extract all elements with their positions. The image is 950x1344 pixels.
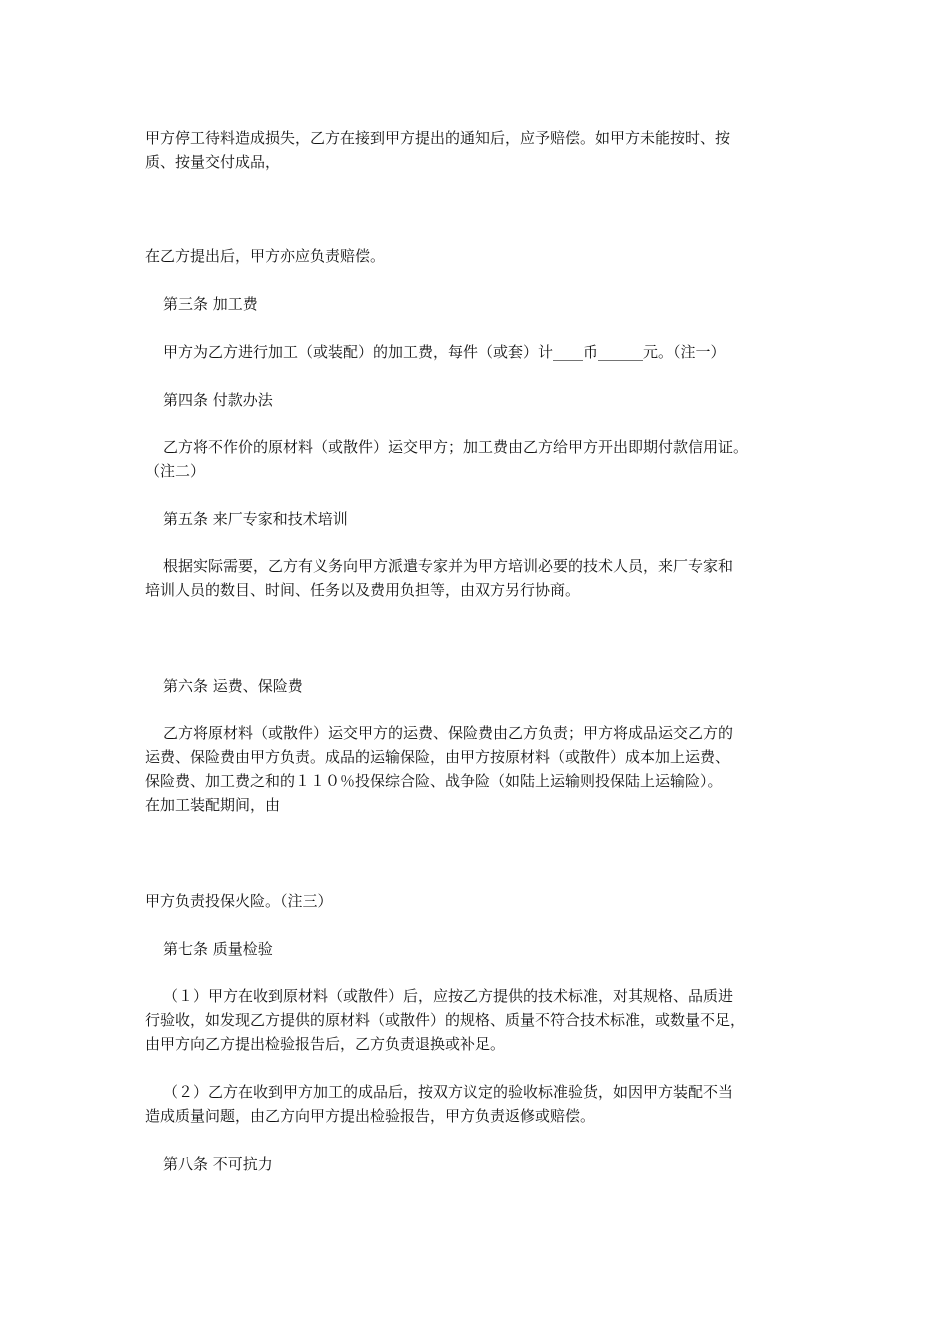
- article-6-body: [145, 721, 813, 817]
- text-line: 运费、保险费由甲方负责。成品的运输保险，由甲方按原材料（或散件）成本加上运费、: [145, 748, 731, 766]
- article-3-body: [145, 340, 813, 364]
- article-7-item-1: [145, 984, 813, 1056]
- article-4-title: [145, 388, 813, 412]
- paragraph-compensation: [145, 126, 813, 174]
- text-line: 行验收，如发现乙方提供的原材料（或散件）的规格、质量不符合技术标准，或数量不足，: [145, 1011, 746, 1029]
- article-8-title: [145, 1152, 813, 1176]
- article-6-title: [145, 674, 813, 698]
- text-line: 质、按量交付成品，: [145, 153, 281, 171]
- text-line: 甲方为乙方进行加工（或装配）的加工费，每件（或套）计____币______元。（注一）: [163, 343, 726, 361]
- heading-text: 第五条 来厂专家和技术培训: [163, 510, 348, 528]
- text-line: 乙方将原材料（或散件）运交甲方的运费、保险费由乙方负责；甲方将成品运交乙方的: [163, 724, 734, 742]
- text-line: 造成质量问题，由乙方向甲方提出检验报告，甲方负责返修或赔偿。: [145, 1107, 596, 1125]
- paragraph-fire-insurance: [145, 889, 813, 913]
- heading-text: 第七条 质量检验: [163, 940, 273, 958]
- heading-text: 第六条 运费、保险费: [163, 677, 303, 695]
- text-line: 由甲方向乙方提出检验报告后，乙方负责退换或补足。: [145, 1035, 506, 1053]
- text-line: （注二）: [145, 462, 206, 480]
- text-line: （２）乙方在收到甲方加工的成品后，按双方议定的验收标准验货，如因甲方装配不当: [163, 1083, 734, 1101]
- article-7-item-2: [145, 1080, 813, 1128]
- paragraph-compensation-cont: [145, 244, 813, 268]
- article-7-title: [145, 937, 813, 961]
- text-line: 根据实际需要，乙方有义务向甲方派遣专家并为甲方培训必要的技术人员，来厂专家和: [163, 557, 734, 575]
- text-line: 乙方将不作价的原材料（或散件）运交甲方；加工费由乙方给甲方开出即期付款信用证。: [163, 438, 749, 456]
- article-4-body: [145, 435, 813, 483]
- heading-text: 第八条 不可抗力: [163, 1155, 273, 1173]
- text-line: 在乙方提出后，甲方亦应负责赔偿。: [145, 247, 386, 265]
- text-line: （１）甲方在收到原材料（或散件）后，应按乙方提供的技术标准，对其规格、品质进: [163, 987, 734, 1005]
- article-3-title: [145, 292, 813, 316]
- text-line: 甲方停工待料造成损失，乙方在接到甲方提出的通知后，应予赔偿。如甲方未能按时、按: [145, 129, 731, 147]
- text-line: 保险费、加工费之和的１１０％投保综合险、战争险（如陆上运输则投保陆上运输险）。: [145, 772, 723, 790]
- heading-text: 第三条 加工费: [163, 295, 258, 313]
- article-5-body: [145, 554, 813, 602]
- heading-text: 第四条 付款办法: [163, 391, 273, 409]
- text-line: 甲方负责投保火险。（注三）: [145, 892, 333, 910]
- article-5-title: [145, 507, 813, 531]
- text-line: 在加工装配期间，由: [145, 796, 281, 814]
- text-line: 培训人员的数目、时间、任务以及费用负担等，由双方另行协商。: [145, 581, 581, 599]
